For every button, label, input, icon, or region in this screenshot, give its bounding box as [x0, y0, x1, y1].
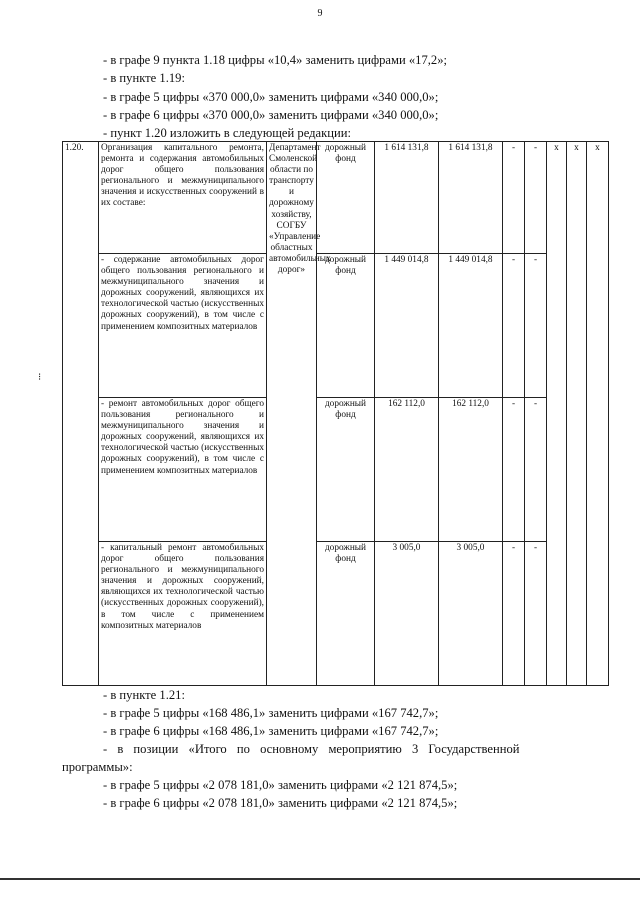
outro-line-7: - в графе 6 цифры «2 078 181,0» заменить цифрами «2 121 874,5»;	[103, 796, 458, 810]
row-col6: 3 005,0	[439, 542, 503, 686]
row-description: - ремонт автомобильных дорог общего пользования регионального и межмуниципального значения и дорожных сооружений, являющихся их технологической частью (искусственных дорожных сооружений), в том числе с применением композитных материалов	[99, 398, 267, 542]
scan-artifact-mark: ⁝	[38, 372, 42, 383]
row-description: Организация капитального ремонта, ремонта и содержания автомобильных дорог общего пользования регионального и межмуниципального значения и искусственных сооружений в их составе:	[99, 142, 267, 254]
intro-line-4: - в графе 6 цифры «370 000,0» заменить цифрами «340 000,0»;	[103, 108, 439, 122]
row-col5: 1 449 014,8	[375, 254, 439, 398]
department-text: Департамент Смоленской области по транспорту и дорожному хозяйству, СОГБУ «Управление областных автомобильных дорог»	[269, 143, 331, 276]
row-col6: 162 112,0	[439, 398, 503, 542]
row-description: - капитальный ремонт автомобильных дорог общего пользования регионального и межмуниципального значения и дорожных сооружений, являющихся их технологической частью (искусственных дорожных сооружений), в том числе с применением композитных материалов	[99, 542, 267, 686]
row-col8: -	[525, 254, 547, 398]
bottom-divider	[0, 878, 640, 880]
program-table	[62, 141, 609, 686]
outro-line-5: программы»:	[62, 760, 133, 774]
row-col5: 162 112,0	[375, 398, 439, 542]
x-mark-3: x	[587, 142, 609, 686]
item-number-cell: 1.20.	[63, 142, 99, 686]
x-mark-1: x	[547, 142, 567, 686]
row-col5: 1 614 131,8	[375, 142, 439, 254]
row-col7: -	[503, 398, 525, 542]
outro-line-4: - в позиции «Итого по основному мероприятию 3 Государственной	[103, 742, 520, 756]
row-source: дорожный фонд	[317, 142, 375, 254]
row-source: дорожный фонд	[317, 542, 375, 686]
row-source: дорожный фонд	[317, 254, 375, 398]
row-description: - содержание автомобильных дорог общего пользования регионального и межмуниципального значения и дорожных сооружений, являющихся их технологической частью (искусственных дорожных сооружений), в том числе с применением композитных материалов	[99, 254, 267, 398]
outro-line-1: - в пункте 1.21:	[103, 688, 185, 702]
table-row	[63, 142, 609, 254]
row-col6: 1 449 014,8	[439, 254, 503, 398]
intro-line-2: - в пункте 1.19:	[103, 71, 185, 85]
intro-line-3: - в графе 5 цифры «370 000,0» заменить цифрами «340 000,0»;	[103, 90, 439, 104]
row-col7: -	[503, 542, 525, 686]
department-cell	[267, 142, 331, 686]
outro-line-3: - в графе 6 цифры «168 486,1» заменить цифрами «167 742,7»;	[103, 724, 439, 738]
page-number: 9	[317, 8, 323, 19]
row-col7: -	[503, 254, 525, 398]
row-col8: -	[525, 142, 547, 254]
table-row	[63, 398, 609, 542]
outro-line-2: - в графе 5 цифры «168 486,1» заменить цифрами «167 742,7»;	[103, 706, 439, 720]
row-col8: -	[525, 398, 547, 542]
intro-line-1: - в графе 9 пункта 1.18 цифры «10,4» заменить цифрами «17,2»;	[103, 53, 447, 67]
x-mark-2: x	[567, 142, 587, 686]
row-col7: -	[503, 142, 525, 254]
row-col6: 1 614 131,8	[439, 142, 503, 254]
row-source: дорожный фонд	[317, 398, 375, 542]
intro-line-5: - пункт 1.20 изложить в следующей редакции:	[103, 126, 351, 140]
table-row	[63, 542, 609, 686]
outro-line-6: - в графе 5 цифры «2 078 181,0» заменить цифрами «2 121 874,5»;	[103, 778, 458, 792]
row-col5: 3 005,0	[375, 542, 439, 686]
row-col8: -	[525, 542, 547, 686]
table-row	[63, 254, 609, 398]
